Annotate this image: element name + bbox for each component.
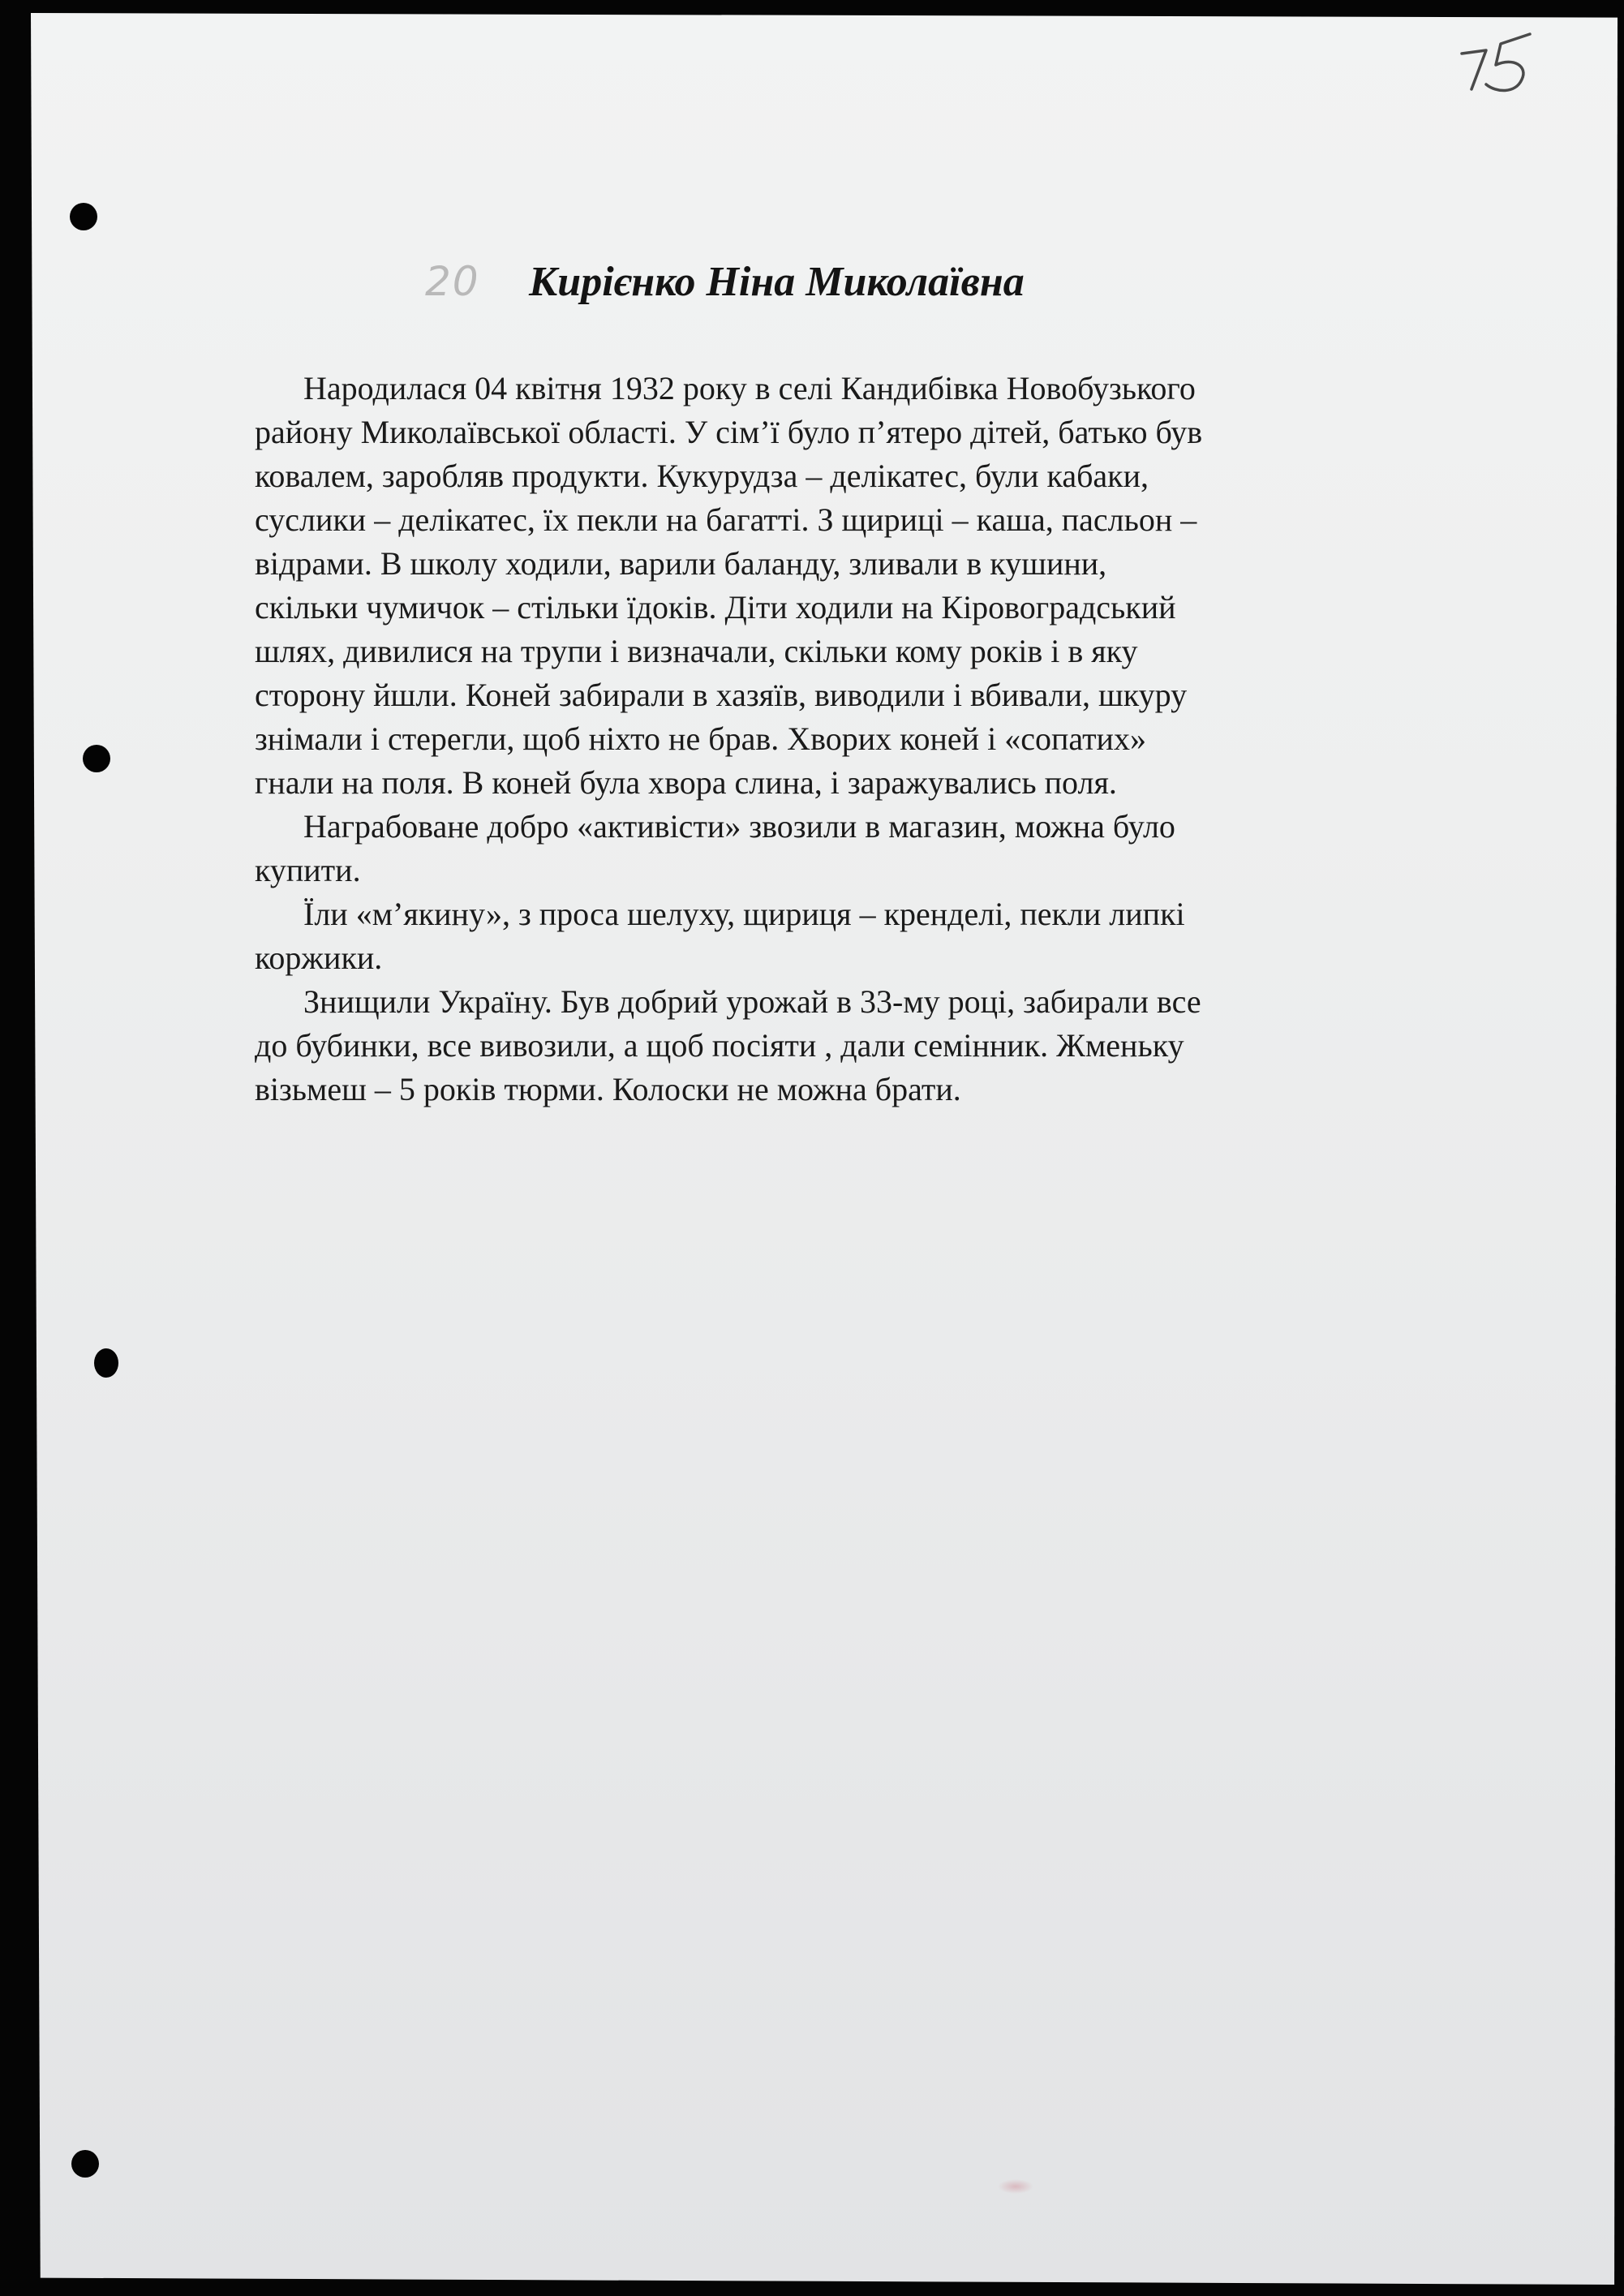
text-line: гнали на поля. В коней була хвора слина, і заражувались поля. (255, 764, 1117, 801)
punch-hole-1 (70, 203, 97, 230)
text-line: сторону йшли. Коней забирали в хазяїв, виводили і вбивали, шкуру (255, 677, 1188, 713)
punch-hole-3 (94, 1348, 118, 1378)
text-line: візьмеш – 5 років тюрми. Колоски не можна брати. (255, 1071, 961, 1107)
text-line: Народилася 04 квітня 1932 року в селі Кандибівка Новобузького (303, 370, 1196, 406)
pencil-number: 20 (425, 258, 480, 305)
text-line: скільки чумичок – стільки їдоків. Діти ходили на Кіровоградський (255, 589, 1176, 626)
text-line: Знищили Україну. Був добрий урожай в 33-му році, забирали все (303, 983, 1201, 1020)
text-line: району Миколаївської області. У сім’ї було п’ятеро дітей, батько був (255, 414, 1203, 450)
text-line: до бубинки, все вивозили, а щоб посіяти , дали семінник. Жменьку (255, 1027, 1184, 1064)
text-line: купити. (255, 852, 361, 888)
text-line: коржики. (255, 939, 383, 976)
punch-hole-2 (83, 745, 110, 772)
punch-hole-4 (71, 2150, 99, 2178)
text-line: знімали і стерегли, щоб ніхто не брав. Хворих коней і «сопатих» (255, 720, 1146, 757)
text-line: шлях, дивилися на трупи і визначали, скільки кому років і в яку (255, 633, 1138, 669)
text-line: відрами. В школу ходили, варили баланду, зливали в кушини, (255, 545, 1107, 582)
text-line: Награбоване добро «активісти» звозили в магазин, можна було (303, 808, 1175, 845)
document-body (255, 367, 1390, 1111)
text-line: ковалем, заробляв продукти. Кукурудза – делікатес, були кабаки, (255, 458, 1149, 494)
ink-smudge (998, 2179, 1033, 2194)
text-line: суслики – делікатес, їх пекли на багатті. З щириці – каша, пасльон – (255, 501, 1197, 538)
handwritten-folio-number (1450, 29, 1548, 102)
text-line: Їли «м’якину», з проса шелуху, щириця – кренделі, пекли липкі (303, 896, 1185, 932)
document-title: Кирієнко Ніна Миколаївна (529, 259, 1025, 305)
paper-sheet (31, 13, 1618, 2285)
